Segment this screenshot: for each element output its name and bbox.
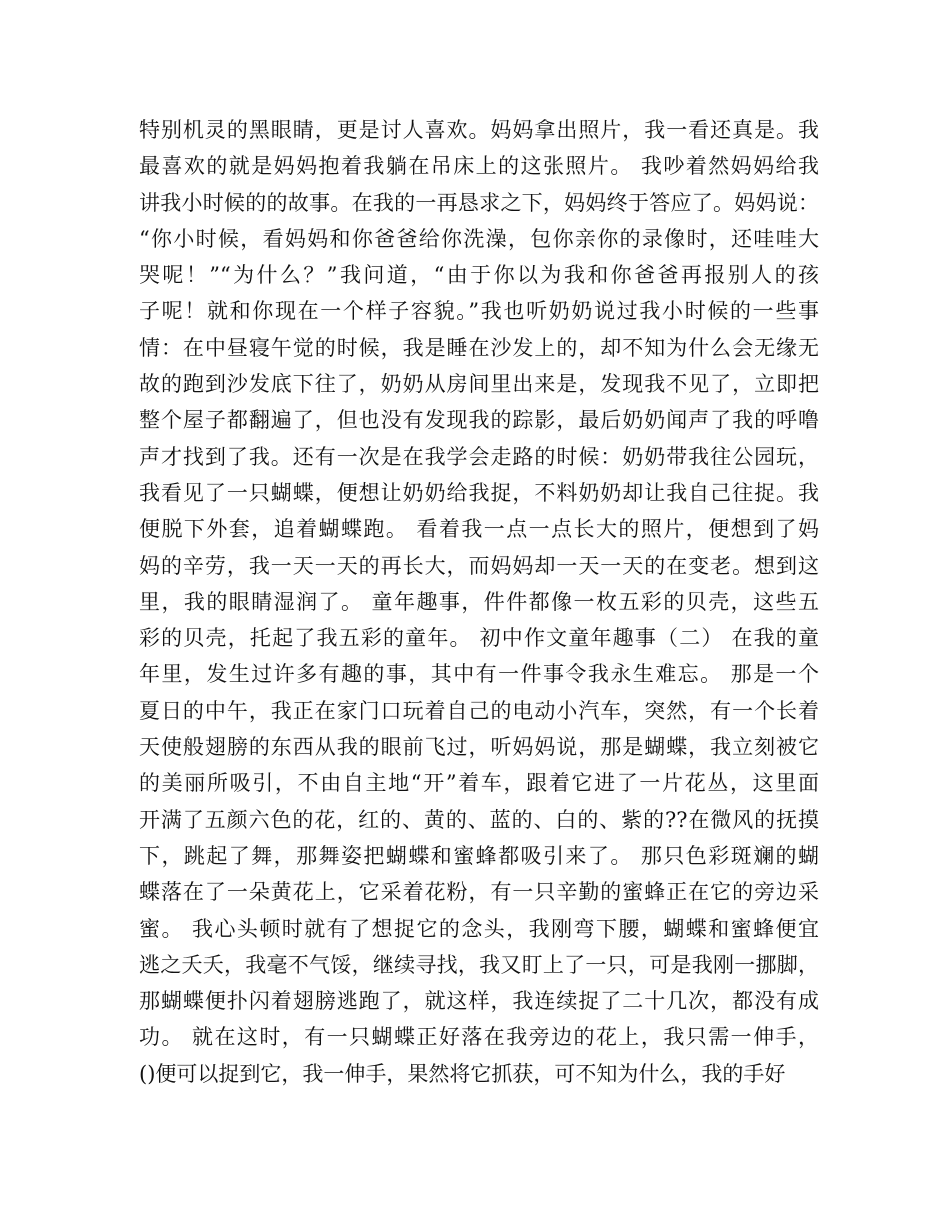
text-line: ()便可以捉到它，我一伸手，果然将它抓获，可不知为什么，我的手好 [139,1061,786,1086]
text-line: 情：在中昼寝午觉的时候，我是睡在沙发上的，却不知为什么会无缘无 [139,335,819,360]
text-line: 年里，发生过许多有趣的事，其中有一件事令我永生难忘。 那是一个 [139,662,819,687]
text-line: 蜜。 我心头顿时就有了想捉它的念头，我刚弯下腰，蝴蝶和蜜蜂便宜 [139,916,819,941]
text-line: 逃之夭夭，我毫不气馁，继续寻找，我又盯上了一只，可是我刚一挪脚， [139,952,819,977]
body-text [139,112,819,1092]
text-line: 下，跳起了舞，那舞姿把蝴蝶和蜜蜂都吸引来了。 那只色彩斑斓的蝴 [139,843,819,868]
text-line: 的美丽所吸引，不由自主地“开”着车，跟着它进了一片花丛，这里面 [139,771,819,796]
text-line: 里，我的眼睛湿润了。 童年趣事，件件都像一枚五彩的贝壳，这些五 [139,589,819,614]
text-line: 功。 就在这时，有一只蝴蝶正好落在我旁边的花上，我只需一伸手， [139,1025,819,1050]
text-line: 天使般翅膀的东西从我的眼前飞过，听妈妈说，那是蝴蝶，我立刻被它 [139,735,819,760]
text-line: 声才找到了我。还有一次是在我学会走路的时候：奶奶带我往公园玩， [139,444,819,469]
text-line: “你小时候，看妈妈和你爸爸给你洗澡，包你亲你的录像时，还哇哇大 [139,226,819,251]
text-line: 最喜欢的就是妈妈抱着我躺在吊床上的这张照片。 我吵着然妈妈给我 [139,154,819,179]
text-line: 特别机灵的黑眼睛，更是讨人喜欢。妈妈拿出照片，我一看还真是。我 [139,118,819,142]
text-line: 整个屋子都翻遍了，但也没有发现我的踪影，最后奶奶闻声了我的呼噜 [139,408,819,433]
text-line: 那蝴蝶便扑闪着翅膀逃跑了，就这样，我连续捉了二十几次，都没有成 [139,989,819,1014]
text-line: 妈的辛劳，我一天一天的再长大，而妈妈却一天一天的在变老。想到这 [139,553,819,578]
text-line: 子呢！就和你现在一个样子容貌。”我也听奶奶说过我小时候的一些事 [139,299,819,324]
text-line: 故的跑到沙发底下往了，奶奶从房间里出来是，发现我不见了，立即把 [139,372,819,397]
text-line: 讲我小时候的的故事。在我的一再恳求之下，妈妈终于答应了。妈妈说： [139,190,819,215]
text-line: 彩的贝壳，托起了我五彩的童年。 初中作文童年趣事（二） 在我的童 [139,626,819,651]
text-line: 我看见了一只蝴蝶，便想让奶奶给我捉，不料奶奶却让我自己往捉。我 [139,480,819,505]
text-line: 开满了五颜六色的花，红的、黄的、蓝的、白的、紫的??在微风的抚摸 [139,807,819,832]
text-line: 哭呢！”“为什么？”我问道，“由于你以为我和你爸爸再报别人的孩 [139,263,819,288]
text-line: 便脱下外套，追着蝴蝶跑。 看着我一点一点长大的照片，便想到了妈 [139,517,819,542]
text-line: 夏日的中午，我正在家门口玩着自己的电动小汽车，突然，有一个长着 [139,698,819,723]
text-line: 蝶落在了一朵黄花上，它采着花粉，有一只辛勤的蜜蜂正在它的旁边采 [139,880,819,905]
